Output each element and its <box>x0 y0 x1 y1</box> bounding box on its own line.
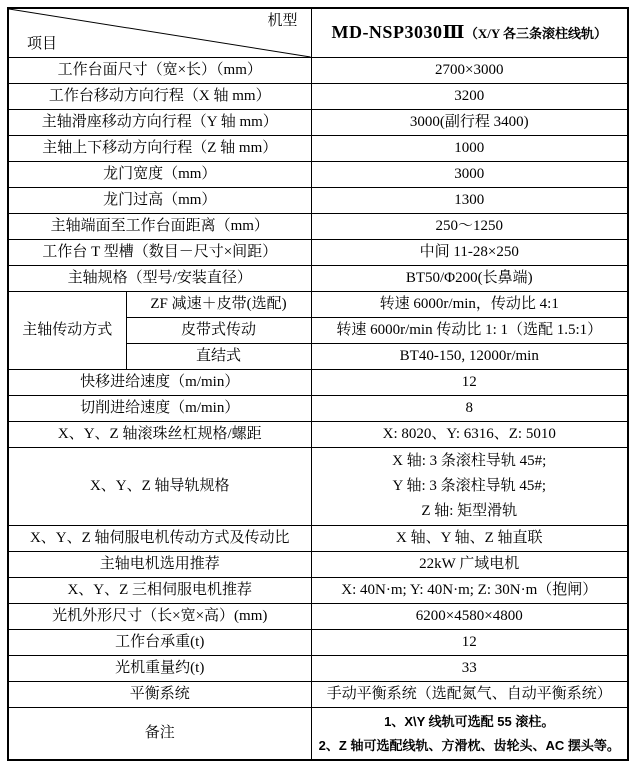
corner-header-cell <box>8 8 311 58</box>
table-row <box>8 136 628 162</box>
table-row <box>8 578 628 604</box>
spec-value-cell: 12 <box>311 630 628 656</box>
remarks-label-cell: 备注 <box>8 708 311 761</box>
spec-label-cell: 龙门过高（mm） <box>8 188 311 214</box>
spec-label-cell: X、Y、Z 轴伺服电机传动方式及传动比 <box>8 526 311 552</box>
spec-value-cell: 1300 <box>311 188 628 214</box>
spec-label-cell: 光机重量约(t) <box>8 656 311 682</box>
spec-value-cell: 33 <box>311 656 628 682</box>
table-row <box>8 266 628 292</box>
spec-label-cell: 光机外形尺寸（长×宽×高）(mm) <box>8 604 311 630</box>
table-row <box>8 682 628 708</box>
table-row-remarks <box>8 708 628 761</box>
corner-label-machine-type: 机型 <box>267 13 298 29</box>
spec-label-cell: 龙门宽度（mm） <box>8 162 311 188</box>
table-row <box>8 240 628 266</box>
guide-rail-line-y: Y 轴: 3 条滚柱导轨 45#; <box>392 478 547 494</box>
model-name: MD-NSP3030Ⅲ <box>331 22 465 43</box>
table-row <box>8 370 628 396</box>
table-row <box>8 84 628 110</box>
corner-label-item: 项目 <box>27 35 58 52</box>
spec-label-cell: X、Y、Z 轴导轨规格 <box>8 448 311 526</box>
transmission-value-cell: BT40-150, 12000r/min <box>311 344 628 370</box>
machine-spec-table <box>7 7 629 761</box>
table-row <box>8 110 628 136</box>
spec-label-cell: 主轴滑座移动方向行程（Y 轴 mm） <box>8 110 311 136</box>
spec-value-cell: X: 40N·m; Y: 40N·m; Z: 30N·m（抱闸） <box>311 578 628 604</box>
spec-label-cell: 切削进给速度（m/min） <box>8 396 311 422</box>
table-row-guide-rails <box>8 448 628 526</box>
spec-value-cell: 6200×4580×4800 <box>311 604 628 630</box>
spec-label-cell: 工作台承重(t) <box>8 630 311 656</box>
guide-rail-line-x: X 轴: 3 条滚柱导轨 45#; <box>392 453 547 469</box>
spec-label-cell: 主轴上下移动方向行程（Z 轴 mm） <box>8 136 311 162</box>
spec-value-cell: 22kW 广域电机 <box>311 552 628 578</box>
table-row <box>8 422 628 448</box>
transmission-type-cell: 皮带式传动 <box>126 318 311 344</box>
spec-value-cell: X: 8020、Y: 6316、Z: 5010 <box>311 422 628 448</box>
table-row <box>8 552 628 578</box>
transmission-value-cell: 转速 6000r/min，传动比 4:1 <box>311 292 628 318</box>
spec-label-cell: 主轴规格（型号/安装直径） <box>8 266 311 292</box>
spec-label-cell: X、Y、Z 三相伺服电机推荐 <box>8 578 311 604</box>
transmission-group-label-cell: 主轴传动方式 <box>8 292 126 370</box>
spec-value-cell: 3000(副行程 3400) <box>311 110 628 136</box>
model-header-cell <box>311 8 628 58</box>
spec-label-cell: 工作台面尺寸（宽×长）（mm） <box>8 58 311 84</box>
header-row <box>8 8 628 58</box>
spec-label-cell: X、Y、Z 轴滚珠丝杠规格/螺距 <box>8 422 311 448</box>
table-row <box>8 604 628 630</box>
spec-value-cell: 3200 <box>311 84 628 110</box>
table-row <box>8 58 628 84</box>
table-row <box>8 396 628 422</box>
table-row <box>8 214 628 240</box>
table-row <box>8 162 628 188</box>
spec-value-cell: 2700×3000 <box>311 58 628 84</box>
spec-value-cell: 8 <box>311 396 628 422</box>
table-row <box>8 526 628 552</box>
spec-value-cell: 3000 <box>311 162 628 188</box>
remark-line-2: 2、Z 轴可选配线轨、方滑枕、齿轮头、AC 摆头等。 <box>318 737 620 753</box>
spec-value-cell: X 轴、Y 轴、Z 轴直联 <box>311 526 628 552</box>
spec-value-cell: 12 <box>311 370 628 396</box>
transmission-type-cell: 直结式 <box>126 344 311 370</box>
spec-label-cell: 快移进给速度（m/min） <box>8 370 311 396</box>
guide-rails-value-cell <box>311 448 628 526</box>
remark-line-1: 1、X\Y 线轨可选配 55 滚柱。 <box>384 713 555 729</box>
spec-label-cell: 工作台移动方向行程（X 轴 mm） <box>8 84 311 110</box>
spec-value-cell: 手动平衡系统（选配氮气、自动平衡系统） <box>311 682 628 708</box>
spec-value-cell: 250～1250 <box>311 214 628 240</box>
transmission-value-cell: 转速 6000r/min 传动比 1: 1（选配 1.5:1） <box>311 318 628 344</box>
spec-value-cell: 1000 <box>311 136 628 162</box>
spec-value-cell: 中间 11-28×250 <box>311 240 628 266</box>
spec-label-cell: 主轴电机选用推荐 <box>8 552 311 578</box>
spec-value-cell: BT50/Φ200(长鼻端) <box>311 266 628 292</box>
table-row <box>8 188 628 214</box>
transmission-type-cell: ZF 减速＋皮带(选配) <box>126 292 311 318</box>
table-row <box>8 630 628 656</box>
spec-label-cell: 主轴端面至工作台面距离（mm） <box>8 214 311 240</box>
table-row-transmission <box>8 292 628 318</box>
model-note: （X/Y 各三条滚柱线轨） <box>464 26 608 42</box>
spec-label-cell: 工作台 T 型槽（数目－尺寸×间距） <box>8 240 311 266</box>
remarks-value-cell <box>311 708 628 761</box>
guide-rail-line-z: Z 轴: 矩型滑轨 <box>421 503 518 519</box>
table-row <box>8 656 628 682</box>
spec-label-cell: 平衡系统 <box>8 682 311 708</box>
